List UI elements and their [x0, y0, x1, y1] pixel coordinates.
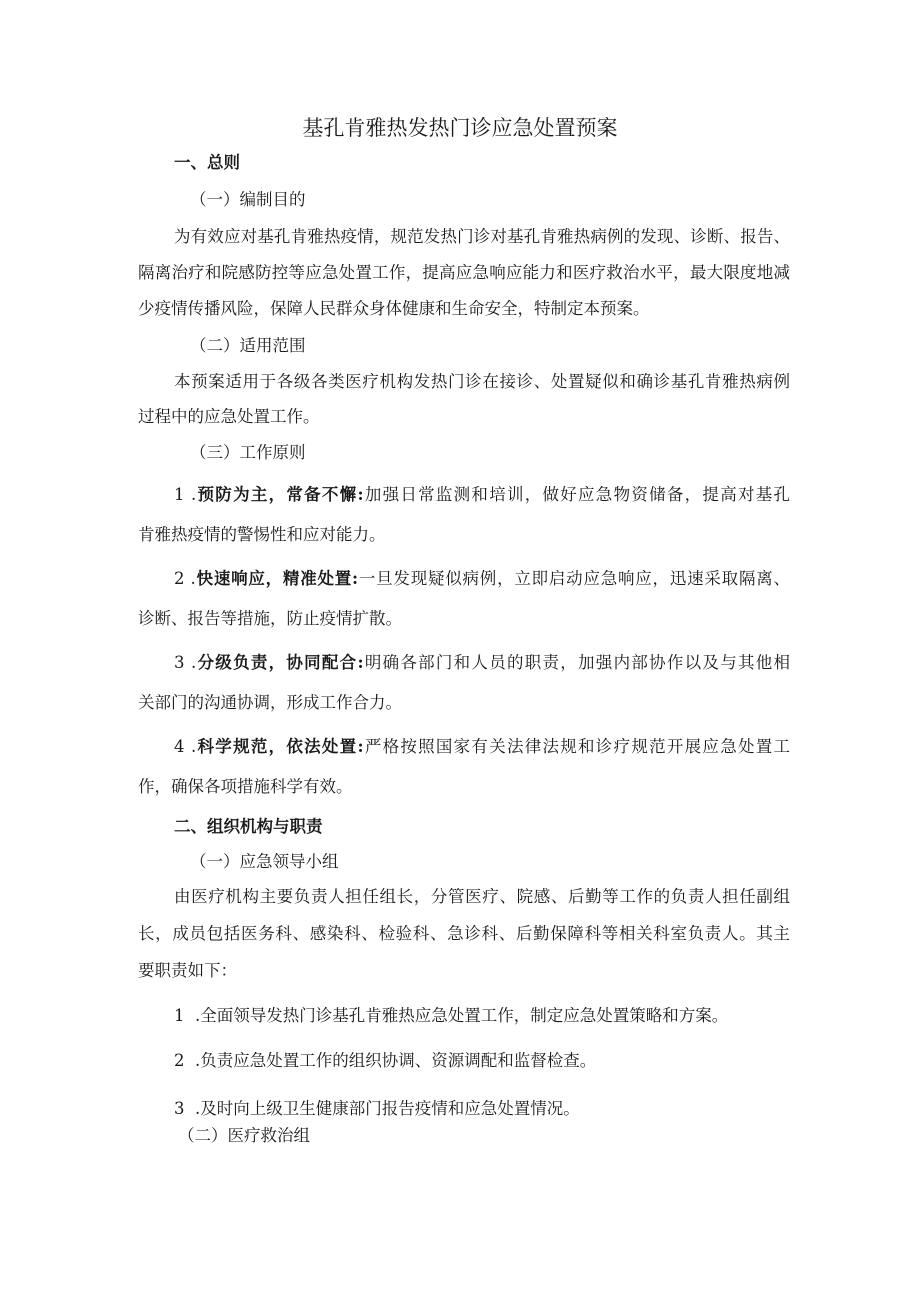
subsection-heading: （二）医疗救治组	[178, 1126, 310, 1145]
item-number: 3 .	[174, 653, 197, 672]
list-item	[174, 1005, 728, 1027]
item-bold-label: 快速响应，精准处置:	[195, 569, 359, 588]
item-text: 一旦发现疑似病例，立即启动应急响应，迅速采取隔离、	[358, 569, 790, 588]
item-text: .全面领导发热门诊基孔肯雅热应急处置工作，制定应急处置策略和方案。	[195, 1006, 729, 1025]
paragraph-line: 肯雅热疫情的警惕性和应对能力。	[138, 525, 386, 544]
subsection-heading: （二）适用范围	[190, 336, 306, 355]
principle-item	[174, 652, 790, 674]
paragraph-line: 关部门的沟通协调，形成工作合力。	[138, 693, 402, 712]
principle-item	[174, 568, 790, 590]
item-number: 3	[174, 1099, 185, 1118]
section-heading: 一、总则	[174, 153, 240, 172]
subsection-heading: （三）工作原则	[190, 443, 306, 462]
item-number: 1	[174, 1006, 185, 1025]
subsection-heading: （一）应急领导小组	[190, 852, 339, 871]
item-text: 加强日常监测和培训，做好应急物资储备，提高对基孔	[363, 485, 790, 504]
item-number: 2	[174, 1051, 185, 1070]
paragraph-line: 要职责如下：	[138, 961, 237, 980]
paragraph-line: 隔离治疗和院感防控等应急处置工作，提高应急响应能力和医疗救治水平，最大限度地减	[138, 263, 790, 282]
subsection-heading: （一）编制目的	[190, 190, 306, 209]
paragraph-line: 本预案适用于各级各类医疗机构发热门诊在接诊、处置疑似和确诊基孔肯雅热病例	[174, 372, 790, 391]
paragraph-line: 为有效应对基孔肯雅热疫情，规范发热门诊对基孔肯雅热病例的发现、诊断、报告、	[174, 227, 790, 246]
item-bold-label: 预防为主，常备不懈:	[196, 485, 364, 504]
list-item	[174, 1098, 580, 1120]
principle-item	[174, 736, 790, 758]
paragraph-line: 长，成员包括医务科、感染科、检验科、急诊科、后勤保障科等相关科室负责人。其主	[138, 924, 790, 943]
item-number: 4 .	[174, 737, 197, 756]
item-text: 严格按照国家有关法律法规和诊疗规范开展应急处置工	[363, 737, 790, 756]
paragraph-line: 作，确保各项措施科学有效。	[138, 777, 353, 796]
item-text: 明确各部门和人员的职责，加强内部协作以及与其他相	[363, 653, 790, 672]
paragraph-line: 过程中的应急处置工作。	[138, 407, 320, 426]
document-title: 基孔肯雅热发热门诊应急处置预案	[302, 116, 618, 140]
section-heading: 二、组织机构与职责	[174, 817, 323, 836]
paragraph-line: 少疫情传播风险，保障人民群众身体健康和生命安全，特制定本预案。	[138, 299, 650, 318]
list-item	[174, 1050, 596, 1072]
item-text: .负责应急处置工作的组织协调、资源调配和监督检查。	[195, 1051, 597, 1070]
principle-item	[174, 484, 790, 506]
item-bold-label: 分级负责，协同配合:	[196, 653, 364, 672]
item-number: 1 .	[174, 485, 197, 504]
item-text: .及时向上级卫生健康部门报告疫情和应急处置情况。	[195, 1099, 580, 1118]
item-bold-label: 科学规范，依法处置:	[196, 737, 364, 756]
item-number: 2 .	[174, 569, 196, 588]
paragraph-line: 由医疗机构主要负责人担任组长，分管医疗、院感、后勤等工作的负责人担任副组	[174, 887, 790, 906]
paragraph-line: 诊断、报告等措施，防止疫情扩散。	[138, 609, 402, 628]
